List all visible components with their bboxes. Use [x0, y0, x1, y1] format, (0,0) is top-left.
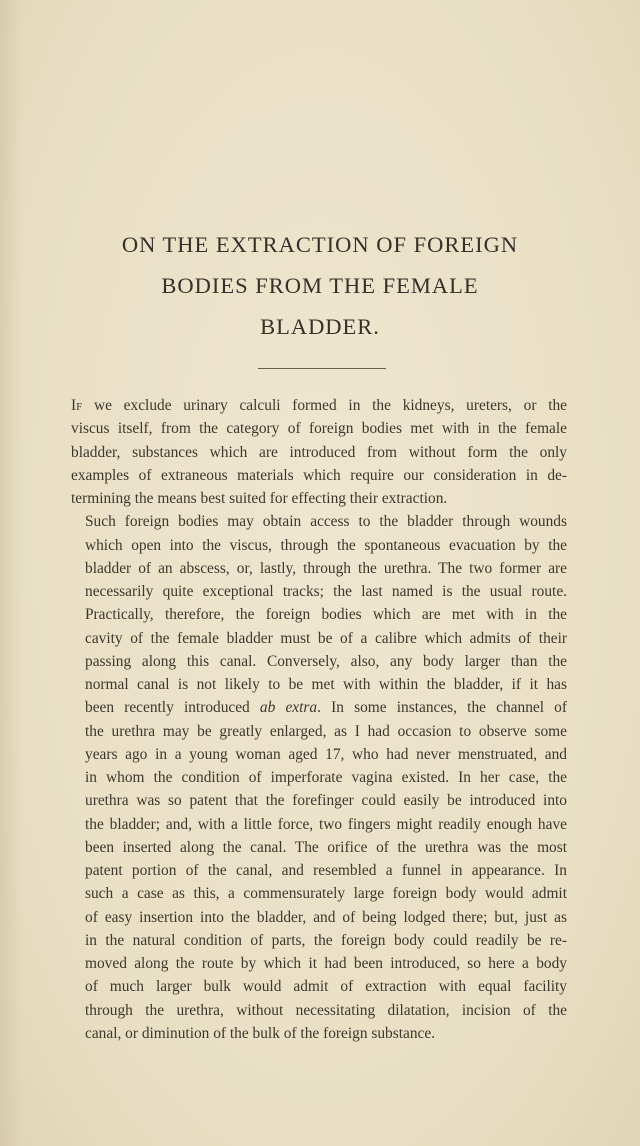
text-line: of much larger bulk would admit of extraction with equal facility — [85, 978, 567, 996]
text-line: been inserted along the canal. The orifice of the urethra was the most — [85, 838, 567, 856]
text-line: been recently introduced ab extra. In some instances, the channel of — [85, 699, 567, 717]
text-line: through the urethra, without necessitating dilatation, incision of the — [85, 1001, 567, 1019]
text-line: patent portion of the canal, and resembled a funnel in appearance. In — [85, 862, 567, 879]
text-line: which open into the viscus, through the spontaneous evacuation by the — [85, 536, 567, 554]
text-line: termining the means best suited for effecting their extraction. — [71, 490, 448, 507]
text-line: canal, or diminution of the bulk of the foreign substance. — [85, 1024, 436, 1042]
chapter-title — [0, 224, 640, 347]
text-line: bladder of an abscess, or, lastly, through the urethra. The two former are — [85, 559, 567, 577]
text-line: cavity of the female bladder must be of a calibre which admits of their — [85, 629, 567, 647]
text-line: If we exclude urinary calculi formed in the kidneys, ureters, or the — [71, 397, 567, 414]
title-line-3: BLADDER. — [260, 314, 380, 339]
text-line: normal canal is not likely to be met with within the bladder, if it has — [85, 676, 567, 693]
drop-word: If — [71, 397, 83, 414]
text-line: Such foreign bodies may obtain access to the bladder through wounds — [85, 513, 567, 531]
paragraph-2 — [71, 510, 567, 1045]
text-line: in the natural condition of parts, the foreign body could readily be re- — [85, 931, 567, 949]
title-line-1: ON THE EXTRACTION OF FOREIGN — [121, 232, 519, 257]
text-line: necessarily quite exceptional tracks; the last named is the usual route. — [85, 583, 567, 600]
italic-phrase: ab extra — [259, 699, 318, 717]
text-line: Practically, therefore, the foreign bodies which are met with in the — [85, 606, 567, 624]
title-line-2: BODIES FROM THE FEMALE — [161, 273, 479, 298]
text-line: such a case as this, a commensurately large foreign body would admit — [85, 885, 567, 903]
text-line: the bladder; and, with a little force, two fingers might readily enough have — [85, 815, 567, 833]
text-line: years ago in a young woman aged 17, who had never menstruated, and — [85, 745, 567, 763]
text-line: examples of extraneous materials which require our consideration in de- — [71, 466, 567, 484]
text-line: of easy insertion into the bladder, and of being lodged there; but, just as — [85, 908, 567, 926]
text-line: in whom the condition of imperforate vagina existed. In her case, the — [85, 769, 567, 786]
text-line: the urethra may be greatly enlarged, as I had occasion to observe some — [85, 722, 567, 740]
text-line: viscus itself, from the category of foreign bodies met with in the female — [71, 420, 567, 438]
body-text — [71, 394, 567, 1045]
text-line: bladder, substances which are introduced from without form the only — [71, 443, 567, 461]
text-line: moved along the route by which it had been introduced, so here a body — [85, 955, 567, 972]
paragraph-1 — [71, 394, 567, 510]
text-line: passing along this canal. Conversely, also, any body larger than the — [85, 652, 567, 670]
text-line: urethra was so patent that the forefinger could easily be introduced into — [85, 792, 567, 810]
title-divider — [258, 368, 386, 369]
